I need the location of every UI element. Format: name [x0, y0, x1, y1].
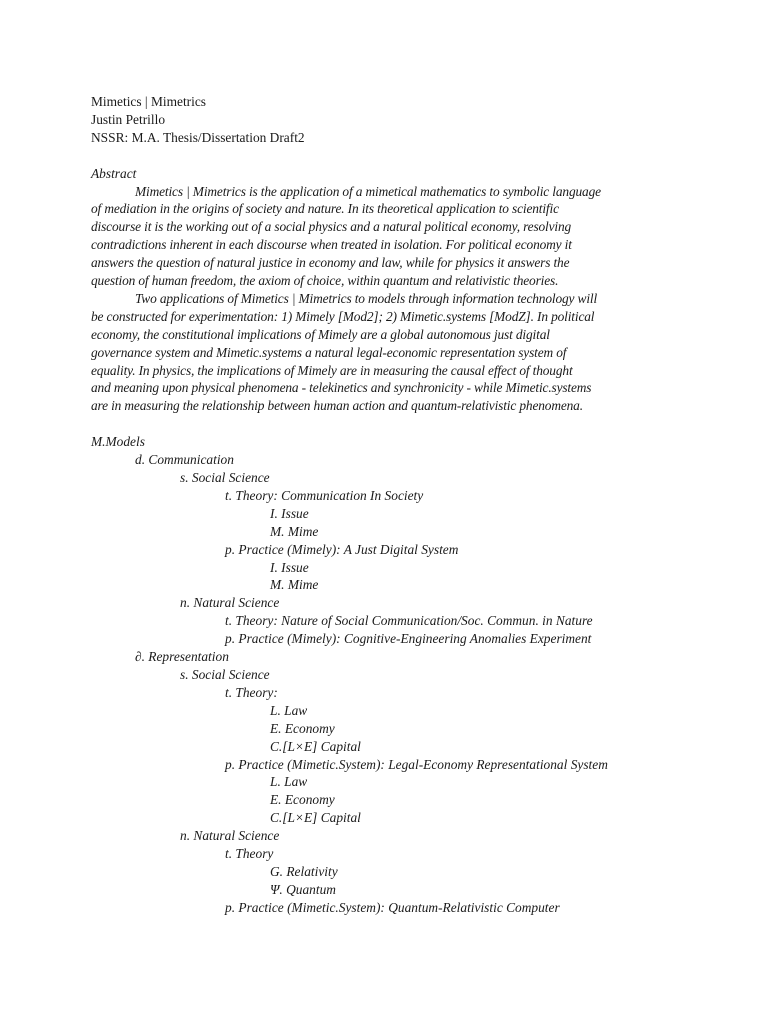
abstract-line: and meaning upon physical phenomena - telekinetics and synchronicity - while Mimetic.systems — [91, 380, 592, 396]
outline-item-issue: I. Issue — [270, 559, 309, 575]
outline-item-natural-science: n. Natural Science — [180, 595, 280, 611]
abstract-line: economy, the constitutional implications of Mimely are a global autonomous just digital — [91, 326, 550, 342]
abstract-line: are in measuring the relationship between human action and quantum-relativistic phenomena. — [91, 398, 583, 414]
abstract-line: contradictions inherent in each discourse when treated in isolation. For political economy it — [91, 237, 572, 253]
outline-item-practice: p. Practice (Mimetic.System): Quantum-Relativistic Computer — [225, 899, 560, 915]
spacer — [91, 147, 691, 165]
outline-item-natural-science: n. Natural Science — [180, 828, 280, 844]
abstract-line: governance system and Mimetic.systems a natural legal-economic representation system of — [91, 344, 567, 360]
outline-item-capital: C.[L×E] Capital — [270, 810, 361, 826]
outline-item-practice: p. Practice (Mimely): A Just Digital System — [225, 541, 459, 557]
outline-item-social-science: s. Social Science — [180, 666, 270, 682]
outline-item-theory: t. Theory: — [225, 684, 278, 700]
outline-item-economy: E. Economy — [270, 792, 335, 808]
abstract-paragraph-1 — [91, 183, 683, 290]
document-page — [91, 93, 691, 917]
outline-item-communication: d. Communication — [135, 452, 234, 468]
abstract-line: discourse it is the working out of a social physics and a natural political economy, resolving — [91, 219, 572, 235]
abstract-line: Two applications of Mimetics | Mimetrics to models through information technology will — [135, 290, 598, 306]
models-outline — [91, 433, 691, 916]
outline-item-issue: I. Issue — [270, 505, 309, 521]
outline-item-practice: p. Practice (Mimely): Cognitive-Engineering Anomalies Experiment — [225, 631, 592, 647]
abstract-line: Mimetics | Mimetrics is the application of a mimetical mathematics to symbolic language — [135, 183, 601, 199]
outline-item-theory: t. Theory: Nature of Social Communication/Soc. Commun. in Nature — [225, 613, 593, 629]
spacer — [91, 415, 691, 433]
outline-item-practice: p. Practice (Mimetic.System): Legal-Economy Representational System — [225, 756, 608, 772]
outline-item-law: L. Law — [270, 702, 308, 718]
abstract-paragraph-2 — [91, 290, 683, 415]
outline-item-theory: t. Theory: Communication In Society — [225, 487, 424, 503]
abstract-line: of mediation in the origins of society and nature. In its theoretical application to scientific — [91, 201, 559, 217]
outline-item-theory: t. Theory — [225, 846, 274, 862]
outline-item-capital: C.[L×E] Capital — [270, 738, 361, 754]
outline-item-social-science: s. Social Science — [180, 470, 270, 485]
abstract-line: be constructed for experimentation: 1) Mimely [Mod2]; 2) Mimetic.systems [ModZ]. In political — [91, 308, 595, 324]
outline-item-law: L. Law — [270, 774, 308, 790]
abstract-line: equality. In physics, the implications of Mimely are in measuring the causal effect of thought — [91, 362, 573, 378]
abstract-line: answers the question of natural justice in economy and law, while for physics it answers the — [91, 255, 570, 271]
outline-item-quantum: Ψ. Quantum — [270, 881, 336, 897]
outline-heading: M.Models — [91, 434, 145, 450]
outline-item-mime: M. Mime — [270, 523, 319, 539]
abstract-line: question of human freedom, the axiom of choice, within quantum and relativistic theories. — [91, 273, 559, 289]
outline-item-mime: M. Mime — [270, 577, 319, 593]
affiliation-line: NSSR: M.A. Thesis/Dissertation Draft2 — [91, 129, 305, 145]
outline-item-economy: E. Economy — [270, 720, 335, 736]
abstract-heading: Abstract — [91, 165, 137, 181]
author-name: Justin Petrillo — [91, 111, 166, 127]
outline-item-representation: ∂. Representation — [135, 649, 229, 665]
document-title: Mimetics | Mimetrics — [91, 94, 206, 109]
outline-item-relativity: G. Relativity — [270, 863, 338, 879]
